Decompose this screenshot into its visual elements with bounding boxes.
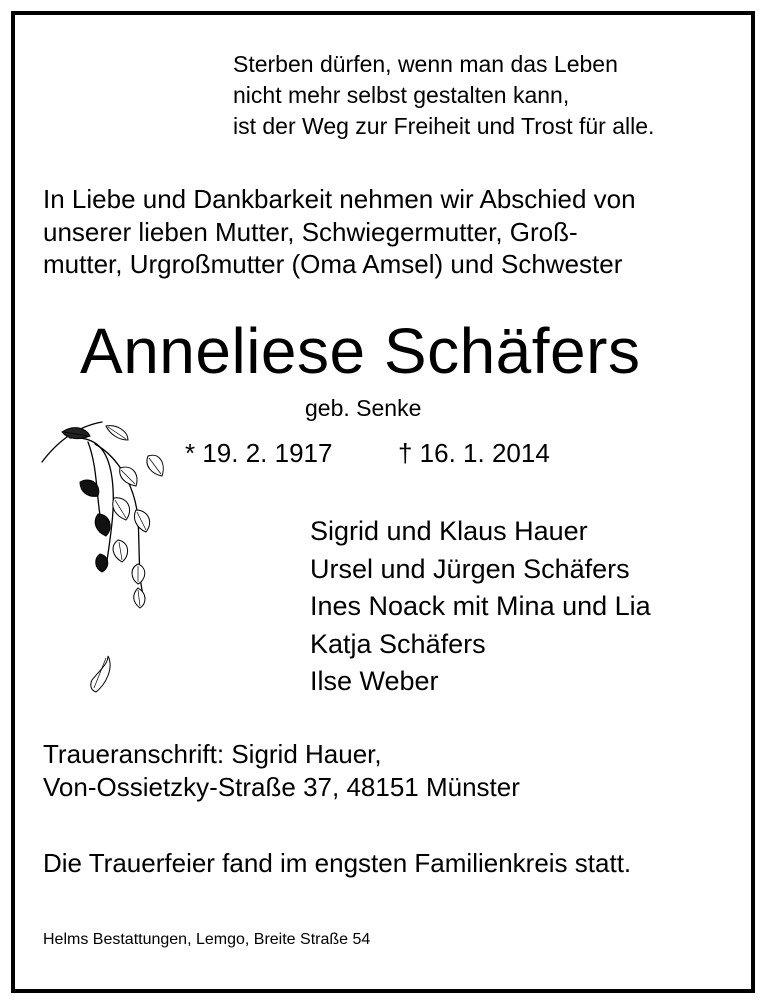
undertaker-info: Helms Bestattungen, Lemgo, Breite Straße 54 bbox=[43, 931, 371, 948]
mourning-address bbox=[43, 738, 520, 804]
birth-date: * 19. 2. 1917 bbox=[185, 438, 333, 468]
mourner-name: Ursel und Jürgen Schäfers bbox=[310, 553, 630, 584]
deceased-name: Anneliese Schäfers bbox=[80, 315, 641, 387]
mourner-name: Ines Noack mit Mina und Lia bbox=[310, 591, 651, 621]
poem-verse bbox=[233, 49, 654, 142]
address-line: Von-Ossietzky-Straße 37, 48151 Münster bbox=[43, 772, 520, 802]
mourner-name: Ilse Weber bbox=[310, 666, 439, 696]
poem-line: Sterben dürfen, wenn man das Leben bbox=[233, 51, 618, 77]
intro-line: mutter, Urgroßmutter (Oma Amsel) und Schwester bbox=[43, 249, 623, 279]
poem-line: ist der Weg zur Freiheit und Trost für alle. bbox=[233, 113, 655, 139]
death-date: † 16. 1. 2014 bbox=[398, 438, 550, 468]
address-line: Traueranschrift: Sigrid Hauer, bbox=[43, 739, 382, 769]
funeral-note: Die Trauerfeier fand im engsten Familienkreis statt. bbox=[43, 848, 632, 878]
mourners-list bbox=[310, 513, 651, 701]
intro-line: In Liebe und Dankbarkeit nehmen wir Abschied von bbox=[43, 184, 636, 214]
birch-branch-icon bbox=[40, 418, 170, 708]
poem-line: nicht mehr selbst gestalten kann, bbox=[233, 82, 570, 108]
intro-text bbox=[43, 183, 636, 281]
mourner-name: Katja Schäfers bbox=[310, 628, 486, 659]
intro-line: unserer lieben Mutter, Schwiegermutter, Groß- bbox=[43, 216, 578, 247]
birth-name: geb. Senke bbox=[305, 395, 422, 421]
mourner-name: Sigrid und Klaus Hauer bbox=[310, 516, 588, 546]
